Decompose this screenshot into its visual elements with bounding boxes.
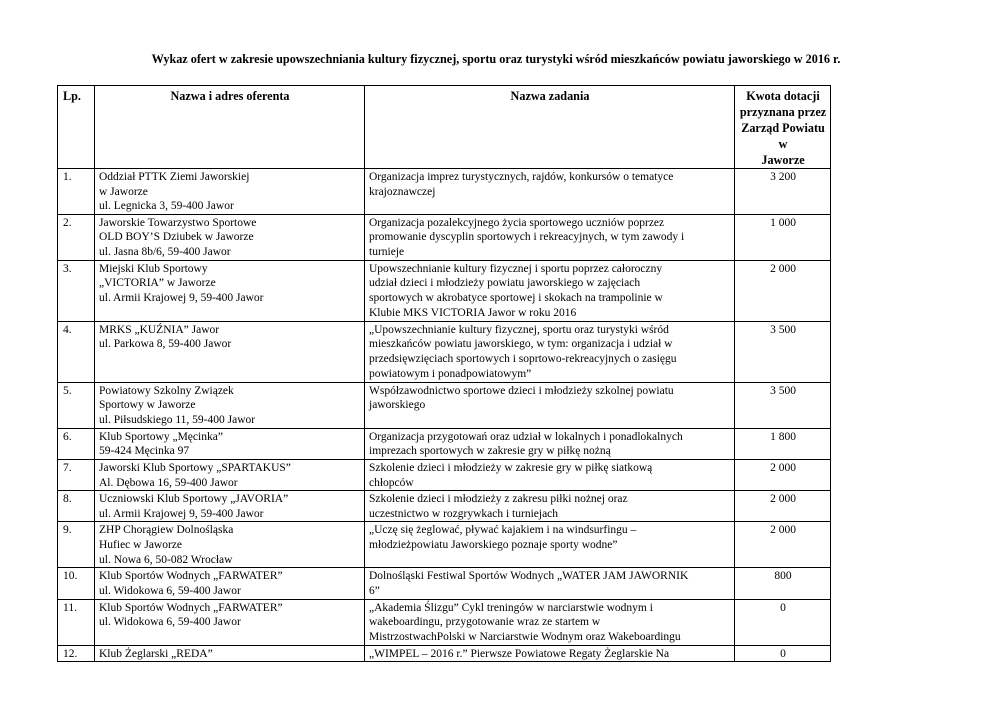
row-lp: 9. — [58, 522, 95, 568]
table-row — [58, 491, 831, 522]
table-row — [58, 599, 831, 645]
row-zadanie: „WIMPEL – 2016 r.” Pierwsze Powiatowe Regaty Żeglarskie Na — [365, 645, 735, 662]
row-lp: 1. — [58, 169, 95, 215]
table-row — [58, 645, 831, 662]
row-zadanie: „Upowszechnianie kultury fizycznej, sportu oraz turystyki wśród mieszkańców powiatu jaworskiego, w tym: organizacja i udział w przedsięwzięciach sportowych i soprtowo-rekreacyjnych o zasięgu powiatowym i ponadpowiatowym” — [365, 321, 735, 382]
row-oferent: Klub Sportowy „Męcinka” 59-424 Męcinka 97 — [95, 428, 365, 459]
row-kwota: 3 200 — [735, 169, 831, 215]
row-oferent: Klub Żeglarski „REDA” — [95, 645, 365, 662]
row-lp: 3. — [58, 260, 95, 321]
row-lp: 10. — [58, 568, 95, 599]
table-row — [58, 260, 831, 321]
row-zadanie: Współzawodnictwo sportowe dzieci i młodzieży szkolnej powiatu jaworskiego — [365, 382, 735, 428]
row-lp: 12. — [58, 645, 95, 662]
row-zadanie: Organizacja imprez turystycznych, rajdów, konkursów o tematyce krajoznawczej — [365, 169, 735, 215]
row-lp: 2. — [58, 214, 95, 260]
row-lp: 6. — [58, 428, 95, 459]
row-lp: 11. — [58, 599, 95, 645]
row-kwota: 800 — [735, 568, 831, 599]
row-oferent: Uczniowski Klub Sportowy „JAVORIA” ul. Armii Krajowej 9, 59-400 Jawor — [95, 491, 365, 522]
table-row — [58, 568, 831, 599]
row-kwota: 2 000 — [735, 522, 831, 568]
row-kwota: 2 000 — [735, 459, 831, 490]
header-zadanie: Nazwa zadania — [365, 86, 735, 169]
document-title: Wykaz ofert w zakresie upowszechniania kultury fizycznej, sportu oraz turystyki wśród mieszkańców powiatu jaworskiego w 2016 r. — [151, 52, 841, 66]
row-oferent: Klub Sportów Wodnych „FARWATER” ul. Widokowa 6, 59-400 Jawor — [95, 599, 365, 645]
row-oferent: Miejski Klub Sportowy „VICTORIA” w Jaworze ul. Armii Krajowej 9, 59-400 Jawor — [95, 260, 365, 321]
row-kwota: 3 500 — [735, 382, 831, 428]
row-zadanie: Upowszechnianie kultury fizycznej i sportu poprzez całoroczny udział dzieci i młodzieży powiatu jaworskiego w zajęciach sportowych w akrobatyce sportowej i skokach na trampolinie w Klubie MKS VICTORIA Jawor w roku 2016 — [365, 260, 735, 321]
row-lp: 8. — [58, 491, 95, 522]
offers-table — [57, 85, 831, 662]
row-kwota: 1 000 — [735, 214, 831, 260]
row-zadanie: Szkolenie dzieci i młodzieży w zakresie gry w piłkę siatkową chłopców — [365, 459, 735, 490]
table-header-row — [58, 86, 831, 169]
row-kwota: 2 000 — [735, 260, 831, 321]
row-zadanie: Organizacja pozalekcyjnego życia sportowego uczniów poprzez promowanie dyscyplin sportowych i rekreacyjnych, w tym zawody i turnieje — [365, 214, 735, 260]
table-row — [58, 382, 831, 428]
row-zadanie: „Uczę się żeglować, pływać kajakiem i na windsurfingu – młodzieżpowiatu Jaworskiego poznaje sporty wodne” — [365, 522, 735, 568]
row-zadanie: „Akademia Ślizgu” Cykl treningów w narciarstwie wodnym i wakeboardingu, przygotowanie wraz ze startem w MistrzostwachPolski w Narciarstwie Wodnym oraz Wakeboardingu — [365, 599, 735, 645]
row-kwota: 1 800 — [735, 428, 831, 459]
table-row — [58, 459, 831, 490]
header-oferent: Nazwa i adres oferenta — [95, 86, 365, 169]
row-oferent: ZHP Chorągiew Dolnośląska Hufiec w Jaworze ul. Nowa 6, 50-082 Wrocław — [95, 522, 365, 568]
row-lp: 7. — [58, 459, 95, 490]
row-oferent: Powiatowy Szkolny Związek Sportowy w Jaworze ul. Piłsudskiego 11, 59-400 Jawor — [95, 382, 365, 428]
row-oferent: Klub Sportów Wodnych „FARWATER” ul. Widokowa 6, 59-400 Jawor — [95, 568, 365, 599]
header-kwota: Kwota dotacji przyznana przez Zarząd Powiatu w Jaworze — [735, 86, 831, 169]
row-zadanie: Szkolenie dzieci i młodzieży z zakresu piłki nożnej oraz uczestnictwo w rozgrywkach i turniejach — [365, 491, 735, 522]
table-row — [58, 214, 831, 260]
row-kwota: 0 — [735, 599, 831, 645]
row-lp: 4. — [58, 321, 95, 382]
row-oferent: Jaworskie Towarzystwo Sportowe OLD BOY’S Dziubek w Jaworze ul. Jasna 8b/6, 59-400 Jawor — [95, 214, 365, 260]
table-row — [58, 428, 831, 459]
row-lp: 5. — [58, 382, 95, 428]
row-kwota: 2 000 — [735, 491, 831, 522]
table-row — [58, 321, 831, 382]
row-oferent: MRKS „KUŹNIA” Jawor ul. Parkowa 8, 59-400 Jawor — [95, 321, 365, 382]
row-kwota: 3 500 — [735, 321, 831, 382]
row-kwota: 0 — [735, 645, 831, 662]
row-zadanie: Dolnośląski Festiwal Sportów Wodnych „WATER JAM JAWORNIK 6” — [365, 568, 735, 599]
table-row — [58, 522, 831, 568]
row-zadanie: Organizacja przygotowań oraz udział w lokalnych i ponadlokalnych imprezach sportowych w zakresie gry w piłkę nożną — [365, 428, 735, 459]
row-oferent: Oddział PTTK Ziemi Jaworskiej w Jaworze ul. Legnicka 3, 59-400 Jawor — [95, 169, 365, 215]
table-row — [58, 169, 831, 215]
row-oferent: Jaworski Klub Sportowy „SPARTAKUS” Al. Dębowa 16, 59-400 Jawor — [95, 459, 365, 490]
header-lp: Lp. — [58, 86, 95, 169]
